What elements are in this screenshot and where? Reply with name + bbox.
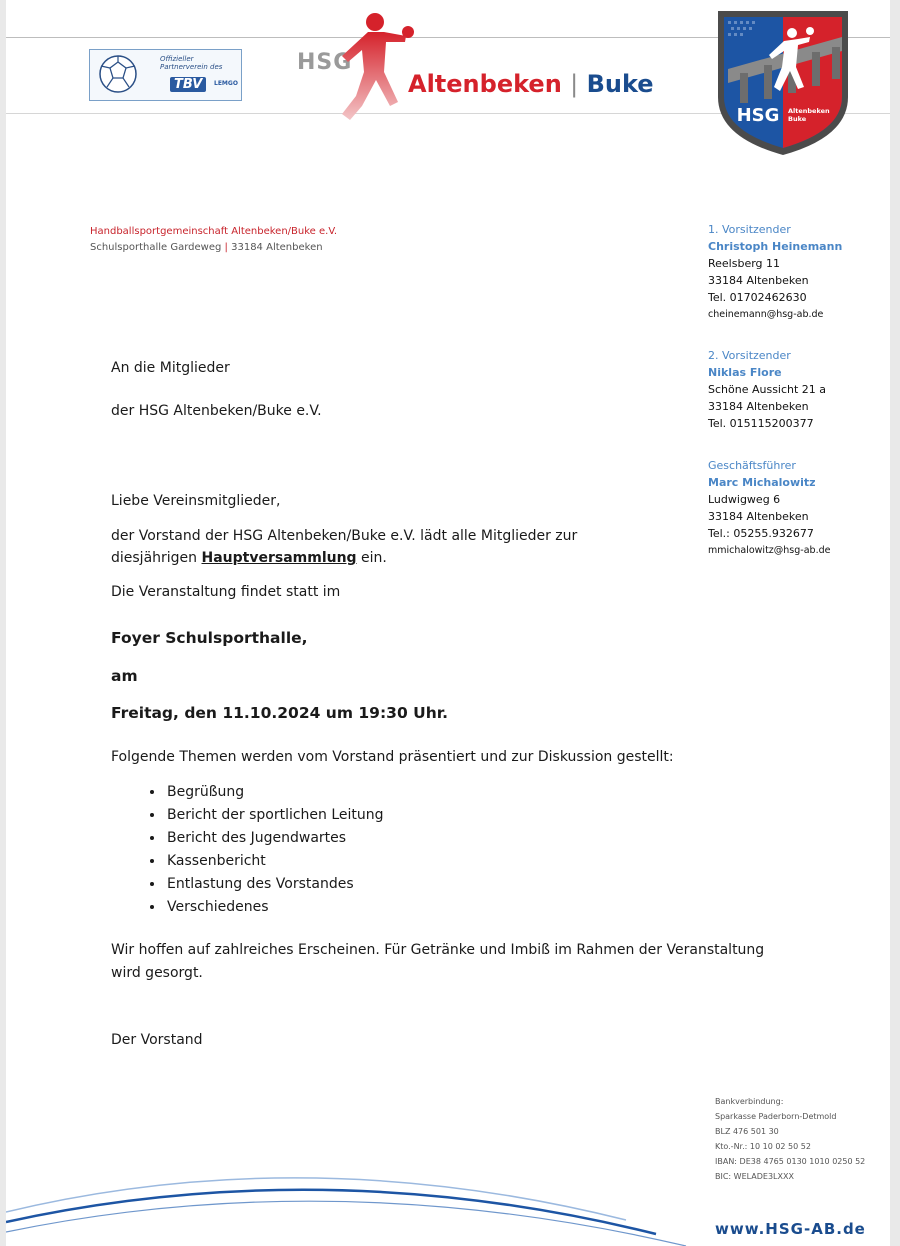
handball-icon bbox=[98, 54, 138, 94]
tbv-logo: TBV bbox=[170, 77, 206, 92]
partner-line1: Offizieller bbox=[160, 55, 194, 63]
bank-account: Kto.-Nr.: 10 10 02 50 52 bbox=[715, 1142, 811, 1151]
list-item: • Bericht des Jugendwartes bbox=[165, 827, 384, 850]
sender-address bbox=[90, 242, 323, 253]
event-date: Freitag, den 11.10.2024 um 19:30 Uhr. bbox=[111, 704, 449, 722]
partner-line2: Partnerverein des bbox=[160, 63, 223, 71]
contact-block-3 bbox=[708, 457, 830, 559]
list-item: • Verschiedenes bbox=[165, 896, 384, 919]
contact-city: 33184 Altenbeken bbox=[708, 400, 809, 413]
contact-block-2 bbox=[708, 347, 826, 432]
wordmark-separator: | bbox=[570, 70, 579, 98]
lemgo-text: LEMGO bbox=[214, 80, 238, 87]
list-item: • Entlastung des Vorstandes bbox=[165, 873, 384, 896]
venue: Foyer Schulsporthalle, bbox=[111, 629, 308, 647]
closing-line-2: wird gesorgt. bbox=[111, 965, 203, 981]
hauptversammlung-emphasis: Hauptversammlung bbox=[201, 550, 357, 566]
bank-blz: BLZ 476 501 30 bbox=[715, 1127, 779, 1136]
intro-line-1: der Vorstand der HSG Altenbeken/Buke e.V. lädt alle Mitglieder zur bbox=[111, 528, 578, 544]
recipient-line-1: An die Mitglieder bbox=[111, 360, 230, 376]
intro-pre: diesjährigen bbox=[111, 550, 202, 566]
letter-page bbox=[6, 0, 890, 1246]
wordmark-altenbeken: Altenbeken bbox=[408, 70, 562, 98]
crest-hsg: HSG bbox=[736, 105, 780, 126]
partner-text bbox=[160, 55, 222, 71]
contact-role: Geschäftsführer bbox=[708, 459, 796, 472]
contact-phone: Tel. 01702462630 bbox=[708, 291, 807, 304]
hsg-gray-text: HSG bbox=[297, 50, 353, 75]
closing-line-1: Wir hoffen auf zahlreiches Erscheinen. Für Getränke und Imbiß im Rahmen der Veranstaltung bbox=[111, 942, 765, 958]
topics-intro: Folgende Themen werden vom Vorstand präsentiert und zur Diskussion gestellt: bbox=[111, 749, 674, 765]
signature: Der Vorstand bbox=[111, 1032, 203, 1048]
sender-org: Handballsportgemeinschaft Altenbeken/Buke e.V. bbox=[90, 226, 338, 237]
bank-title: Bankverbindung: bbox=[715, 1097, 784, 1106]
contact-block-1 bbox=[708, 221, 842, 323]
contact-phone: Tel.: 05255.932677 bbox=[708, 527, 814, 540]
intro-line-2 bbox=[111, 550, 387, 566]
contact-name: Christoph Heinemann bbox=[708, 240, 843, 253]
contact-name: Marc Michalowitz bbox=[708, 476, 816, 489]
sender-city: 33184 Altenbeken bbox=[231, 242, 323, 253]
handball-player-icon bbox=[328, 10, 418, 130]
sender-street: Schulsporthalle Gardeweg bbox=[90, 242, 222, 253]
contact-role: 1. Vorsitzender bbox=[708, 223, 791, 236]
am-text: am bbox=[111, 667, 138, 685]
contact-email: mmichalowitz@hsg-ab.de bbox=[708, 545, 831, 556]
contact-street: Schöne Aussicht 21 a bbox=[708, 383, 827, 396]
contact-city: 33184 Altenbeken bbox=[708, 274, 809, 287]
club-wordmark bbox=[408, 70, 654, 98]
salutation: Liebe Vereinsmitglieder, bbox=[111, 493, 281, 509]
contact-role: 2. Vorsitzender bbox=[708, 349, 791, 362]
list-item: • Bericht der sportlichen Leitung bbox=[165, 804, 384, 827]
bank-iban: IBAN: DE38 4765 0130 1010 0250 52 bbox=[715, 1157, 866, 1166]
contact-city: 33184 Altenbeken bbox=[708, 510, 809, 523]
intro-post: ein. bbox=[356, 550, 387, 566]
partner-logo bbox=[89, 49, 242, 101]
list-item: • Begrüßung bbox=[165, 781, 384, 804]
venue-intro: Die Veranstaltung findet statt im bbox=[111, 584, 341, 600]
bank-bic: BIC: WELADE3LXXX bbox=[715, 1172, 794, 1181]
contact-email: cheinemann@hsg-ab.de bbox=[708, 309, 824, 320]
contact-name: Niklas Flore bbox=[708, 366, 782, 379]
contact-phone: Tel. 015115200377 bbox=[708, 417, 814, 430]
list-item: • Kassenbericht bbox=[165, 850, 384, 873]
wordmark-buke: Buke bbox=[586, 70, 654, 98]
crest-buke: Buke bbox=[788, 115, 807, 123]
club-crest-logo bbox=[714, 7, 852, 157]
contact-street: Reelsberg 11 bbox=[708, 257, 781, 270]
bank-details bbox=[715, 1094, 865, 1184]
recipient-line-2: der HSG Altenbeken/Buke e.V. bbox=[111, 403, 322, 419]
bank-name: Sparkasse Paderborn-Detmold bbox=[715, 1112, 837, 1121]
crest-altenbeken: Altenbeken bbox=[788, 107, 830, 115]
contact-street: Ludwigweg 6 bbox=[708, 493, 781, 506]
website-link[interactable]: www.HSG-AB.de bbox=[715, 1220, 866, 1238]
sender-separator: | bbox=[224, 242, 228, 253]
topics-list bbox=[136, 781, 384, 919]
